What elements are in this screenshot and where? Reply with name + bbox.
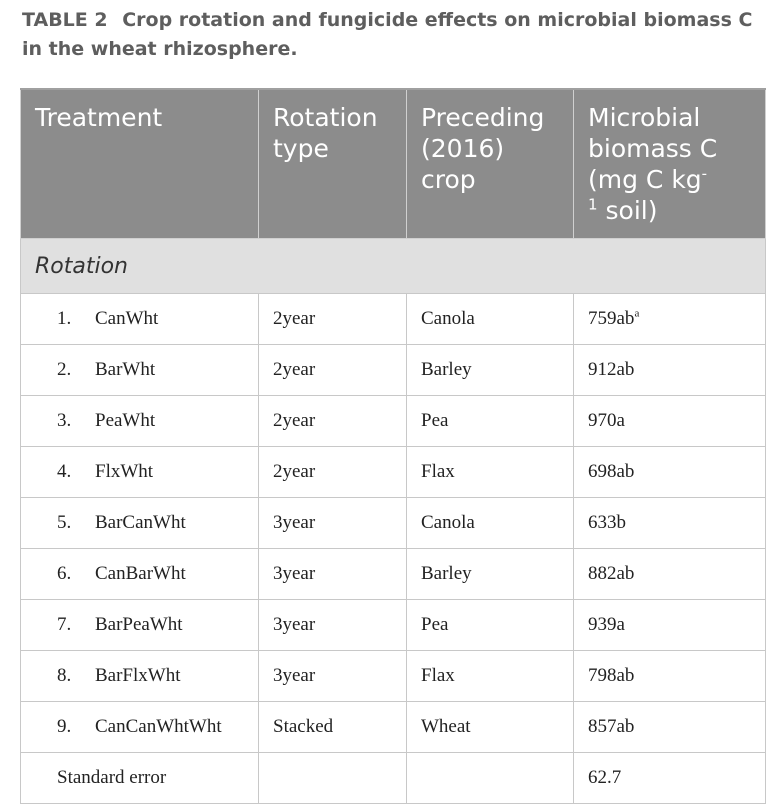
row-index: 5. [57,512,72,533]
cell-rotation-type: 3year [259,549,407,600]
cell-biomass [574,345,766,396]
biomass-footnote: a [634,307,640,320]
biomass-value: 633b [588,512,626,533]
se-empty-1 [259,753,407,804]
cell-biomass [574,651,766,702]
cell-preceding-crop: Wheat [407,702,574,753]
row-index: 6. [57,563,72,584]
table-number: TABLE 2 [22,9,108,31]
cell-rotation-type: 3year [259,651,407,702]
biomass-value: 759ab [588,308,635,329]
row-index: 7. [57,614,72,635]
section-label: Rotation [21,239,766,294]
cell-treatment [21,702,259,753]
header-biomass-tail: soil) [605,196,658,225]
row-index: 1. [57,308,72,329]
treatment-name: PeaWht [95,410,156,431]
biomass-value: 857ab [588,716,635,737]
table-row [21,447,766,498]
biomass-value: 882ab [588,563,635,584]
header-rotation-type: Rotation type [259,89,407,239]
cell-rotation-type: 3year [259,498,407,549]
header-biomass-main: Microbial biomass C (mg C kg [588,103,718,194]
table-row [21,549,766,600]
cell-biomass [574,549,766,600]
se-value: 62.7 [574,753,766,804]
table-row [21,498,766,549]
cell-treatment [21,600,259,651]
treatment-name: FlxWht [95,461,154,482]
section-row [21,239,766,294]
biomass-value: 698ab [588,461,635,482]
treatment-name: BarCanWht [95,512,186,533]
cell-preceding-crop: Canola [407,498,574,549]
cell-biomass [574,702,766,753]
cell-preceding-crop: Canola [407,294,574,345]
cell-treatment [21,294,259,345]
cell-preceding-crop: Barley [407,549,574,600]
table-row [21,345,766,396]
header-microbial-biomass [574,89,766,239]
cell-rotation-type: 2year [259,294,407,345]
biomass-value: 939a [588,614,625,635]
cell-rotation-type: 2year [259,345,407,396]
table-row [21,651,766,702]
se-empty-2 [407,753,574,804]
table-title: Crop rotation and fungicide effects on microbial biomass C in the wheat rhizosphere. [22,9,753,60]
cell-treatment [21,549,259,600]
row-index: 9. [57,716,72,737]
cell-preceding-crop: Flax [407,447,574,498]
cell-rotation-type: Stacked [259,702,407,753]
treatment-name: BarPeaWht [95,614,183,635]
cell-treatment [21,498,259,549]
row-index: 2. [57,359,72,380]
cell-rotation-type: 2year [259,447,407,498]
header-treatment: Treatment [21,89,259,239]
cell-biomass [574,498,766,549]
header-preceding-crop: Preceding (2016) crop [407,89,574,239]
cell-preceding-crop: Flax [407,651,574,702]
cell-preceding-crop: Pea [407,396,574,447]
cell-biomass [574,294,766,345]
table-caption [22,6,767,64]
row-index: 4. [57,461,72,482]
data-table [20,88,766,804]
cell-biomass [574,396,766,447]
treatment-name: BarFlxWht [95,665,181,686]
row-index: 8. [57,665,72,686]
cell-treatment [21,447,259,498]
standard-error-row [21,753,766,804]
cell-treatment [21,651,259,702]
treatment-name: CanWht [95,308,159,329]
table-row [21,702,766,753]
cell-biomass [574,600,766,651]
table-row [21,600,766,651]
cell-rotation-type: 2year [259,396,407,447]
header-biomass-sup: - [701,164,708,183]
treatment-name: CanCanWhtWht [95,716,222,737]
treatment-name: BarWht [95,359,156,380]
treatment-name: CanBarWht [95,563,186,584]
cell-biomass [574,447,766,498]
se-label: Standard error [21,753,259,804]
header-row [21,89,766,239]
cell-preceding-crop: Barley [407,345,574,396]
cell-treatment [21,396,259,447]
biomass-value: 912ab [588,359,635,380]
cell-rotation-type: 3year [259,600,407,651]
table-row [21,294,766,345]
biomass-value: 970a [588,410,625,431]
cell-treatment [21,345,259,396]
table-row [21,396,766,447]
biomass-value: 798ab [588,665,635,686]
header-biomass-sup2: 1 [588,195,598,214]
cell-preceding-crop: Pea [407,600,574,651]
row-index: 3. [57,410,72,431]
